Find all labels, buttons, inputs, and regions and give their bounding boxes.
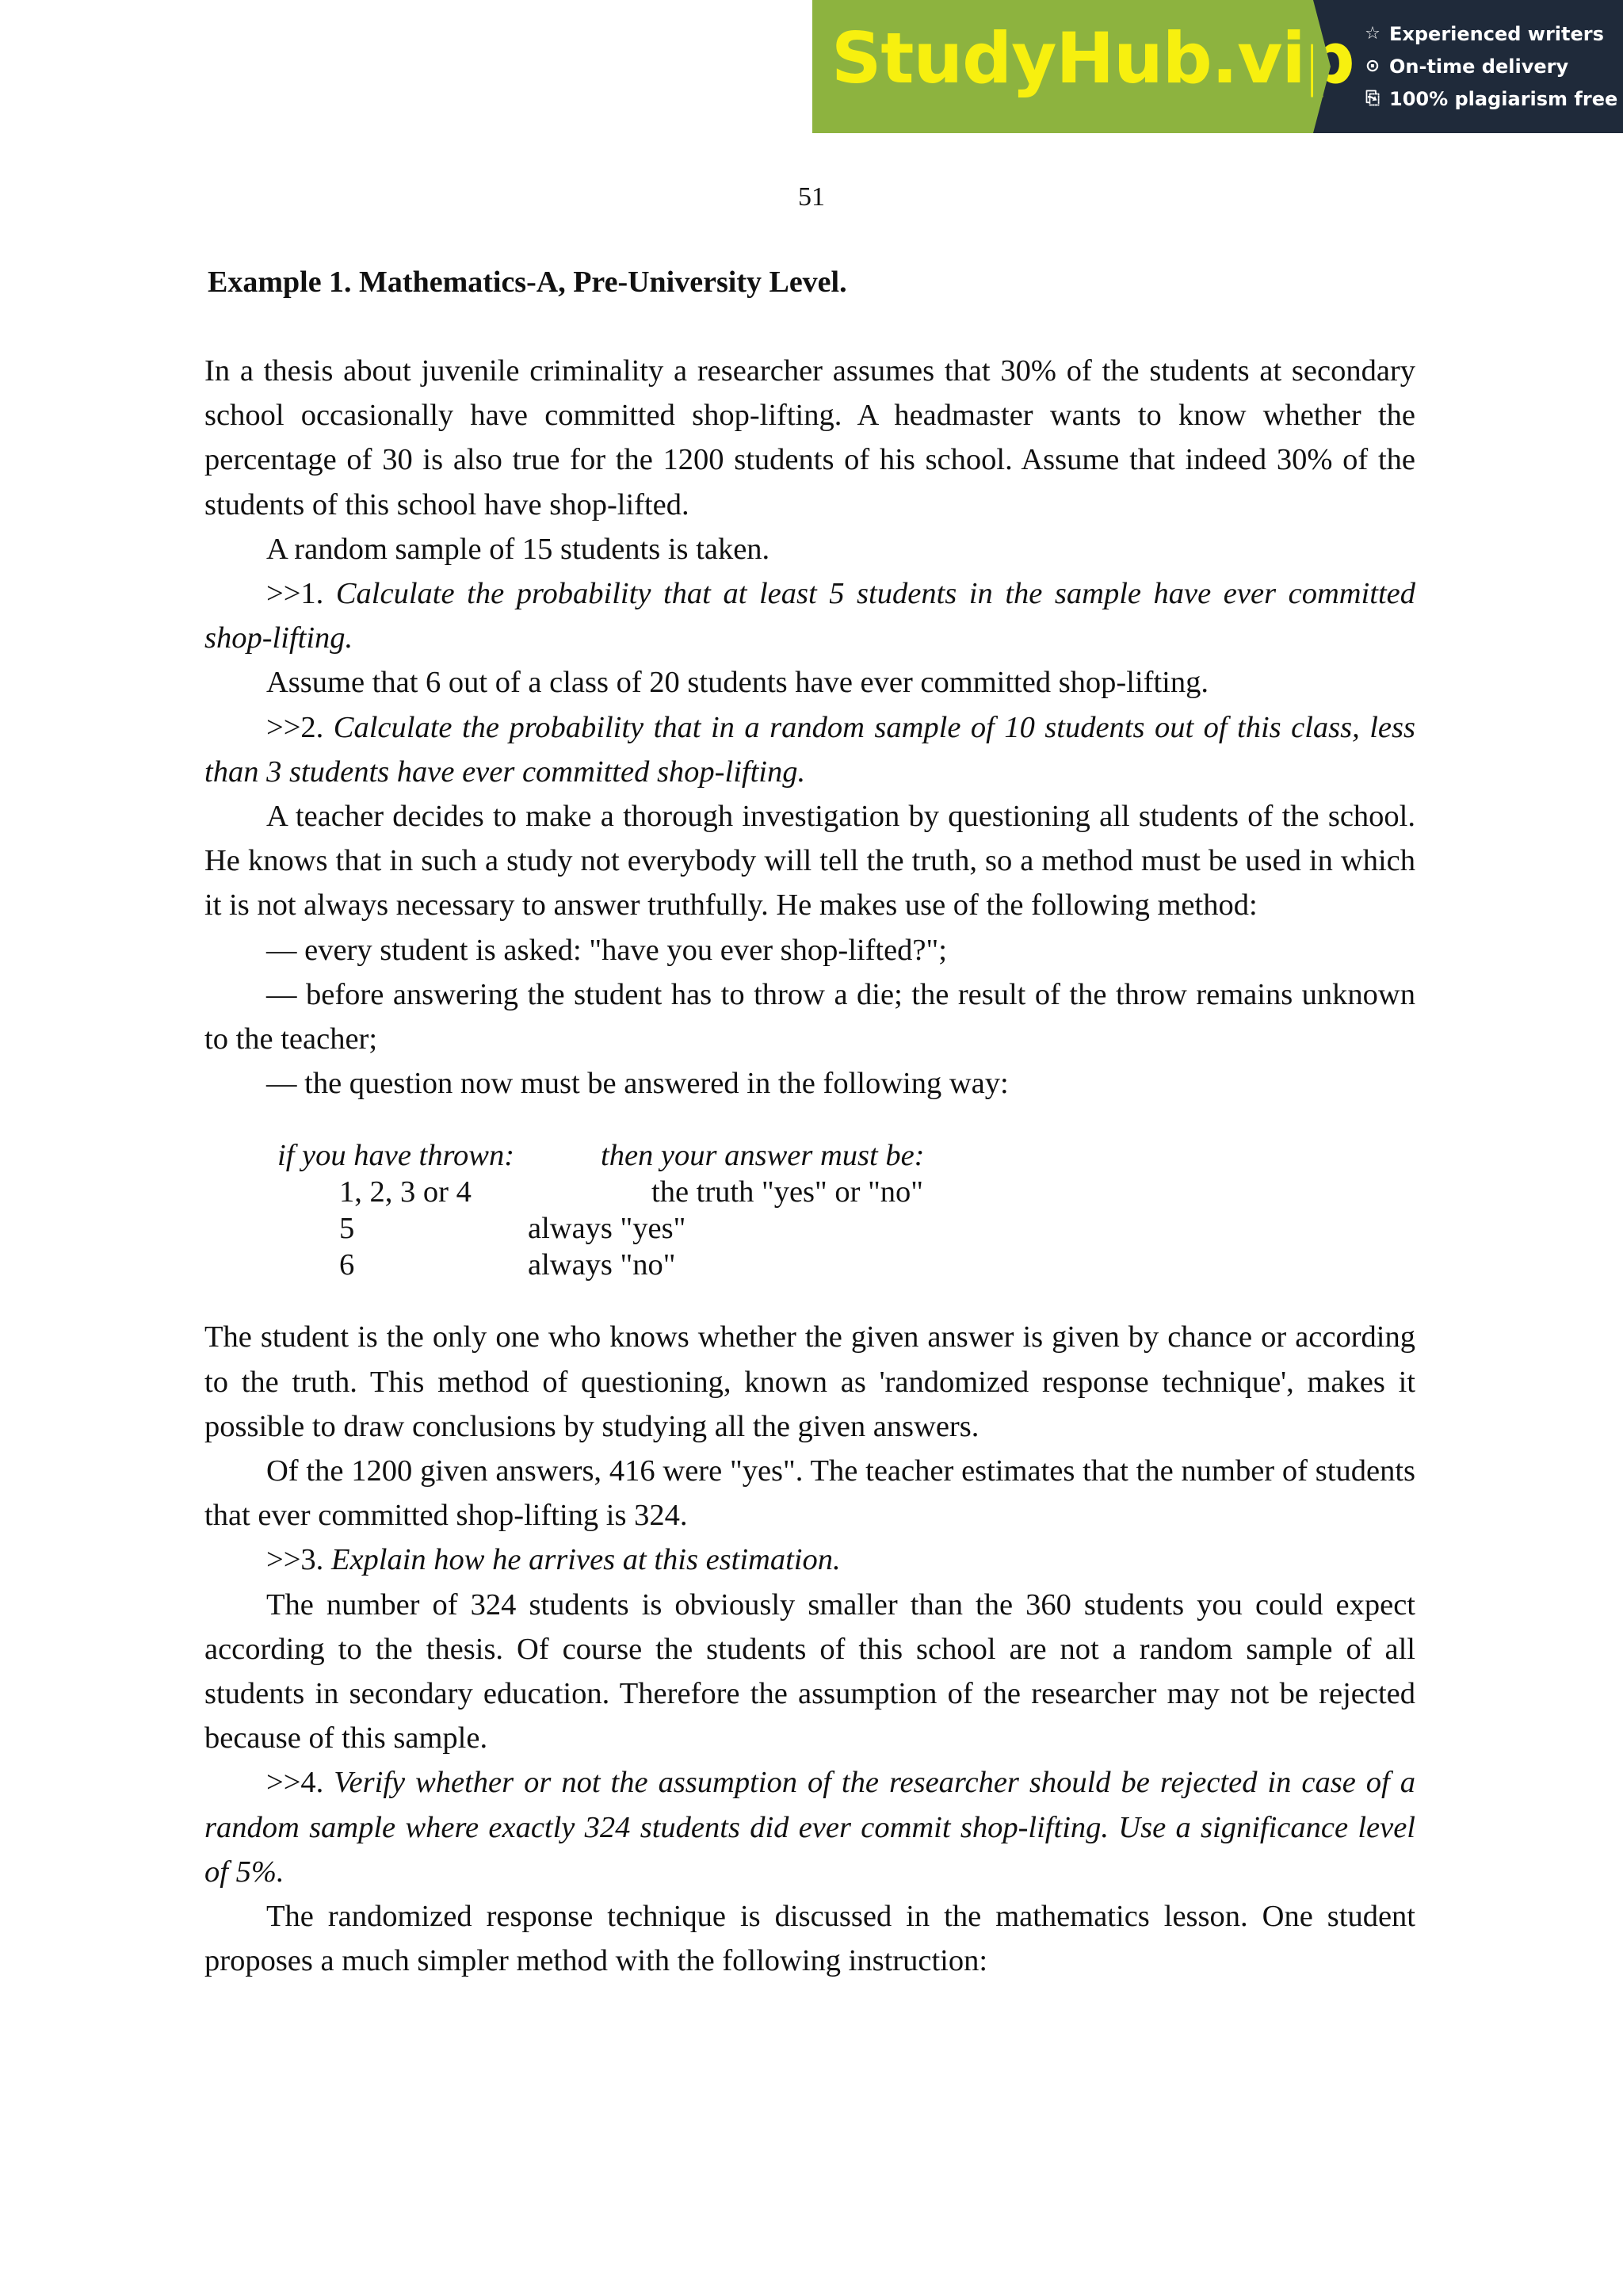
studyhub-banner[interactable] (812, 0, 1623, 133)
question-4 (204, 1760, 1415, 1894)
feature-plagiarism-free (1362, 82, 1623, 115)
paragraph-simpler-method: The randomized response technique is discussed in the mathematics lesson. One student proposes a much simpler method with the following instruction: (204, 1900, 1415, 1978)
question-1 (204, 571, 1415, 660)
feature-on-time-delivery (1362, 50, 1623, 82)
answer-table-header (204, 1137, 1415, 1174)
example-heading: Example 1. Mathematics-A, Pre-University Level. (208, 266, 847, 299)
paragraph-class: Assume that 6 out of a class of 20 students have ever committed shop-lifting. (266, 666, 1209, 700)
bullet-die: — before answering the student has to throw a die; the result of the throw remains unknown to the teacher; (204, 977, 1415, 1056)
paragraph-answers: Of the 1200 given answers, 416 were "yes". The teacher estimates that the number of students that ever committed shop-lifting is 324. (204, 1454, 1415, 1533)
paragraph-teacher: A teacher decides to make a thorough investigation by questioning all students of the school. He knows that in such a study not everybody will tell the truth, so a method must be used in which it is not always necessary to answer truthfully. He makes use of the following method: (204, 800, 1415, 923)
studyhub-logo[interactable] (812, 0, 1354, 133)
bullet-answer-way: — the question now must be answered in the following way: (266, 1067, 1009, 1101)
answer-value: always "no" (528, 1248, 676, 1282)
question-marker: >>2. (266, 710, 334, 744)
paragraph-student-knows: The student is the only one who knows whether the given answer is given by chance or according to the truth. This method of questioning, known as 'randomized response technique', makes it possible to draw conclusions by studying all the given answers. (204, 1320, 1415, 1443)
paragraph-thesis: In a thesis about juvenile criminality a researcher assumes that 30% of the students at secondary school occasionally have committed shop-lifting. A headmaster wants to know whether the percentage of 30 is also true for the 1200 students of his school. Assume that indeed 30% of the students of this school have shop-lifted. (204, 354, 1415, 521)
feature-label: Experienced writers (1389, 22, 1604, 45)
paragraph-sample: A random sample of 15 students is taken. (266, 532, 770, 566)
question-marker: >>4. (266, 1766, 334, 1800)
answer-value: always "yes" (528, 1212, 686, 1246)
answer-table (204, 1137, 1415, 1283)
question-text: Calculate the probability that in a random sample of 10 students out of this class, less than 3 students have ever committed shop-lifting. (204, 710, 1415, 789)
banner-features (1313, 0, 1623, 133)
studyhub-logo-text: StudyHub.vip (831, 17, 1354, 99)
thrown-value: 1, 2, 3 or 4 (339, 1175, 472, 1209)
star-icon: ☆ (1365, 24, 1381, 44)
page-number: 51 (798, 182, 825, 212)
question-text: Calculate the probability that at least 5 students in the sample have ever committed shop-lifting. (204, 577, 1415, 655)
document-icon: ⎘ (1365, 89, 1380, 109)
header-answer: then your answer must be: (601, 1139, 925, 1173)
header-thrown: if you have thrown: (277, 1139, 515, 1173)
table-row (204, 1247, 1415, 1283)
feature-experienced-writers (1362, 17, 1623, 50)
thrown-value: 5 (339, 1212, 355, 1246)
question-marker: >>3. (266, 1543, 331, 1577)
paragraph-number-324: The number of 324 students is obviously smaller than the 360 students you could expect according to the thesis. Of course the students of this school are not a random sample of all students in secondary education. Therefore the assumption of the researcher may not be rejected because of this sample. (204, 1587, 1415, 1755)
question-marker: >>1. (266, 577, 336, 611)
question-text: Verify whether or not the assumption of the researcher should be rejected in case of a random sample where exactly 324 students did ever commit shop-lifting. Use a significance level of 5%. (204, 1766, 1415, 1889)
clock-icon: ⊙ (1365, 56, 1381, 76)
question-text: Explain how he arrives at this estimation. (330, 1543, 841, 1577)
table-row (204, 1174, 1415, 1210)
banner-arrow-divider (1313, 0, 1331, 133)
answer-value: the truth "yes" or "no" (651, 1175, 924, 1209)
document-body (204, 349, 1415, 1984)
question-2 (204, 705, 1415, 794)
bullet-asked: — every student is asked: "have you ever shop-lifted?"; (266, 933, 947, 967)
feature-label: 100% plagiarism free (1389, 87, 1618, 110)
feature-label: On-time delivery (1389, 55, 1569, 78)
question-3 (204, 1538, 1415, 1582)
thrown-value: 6 (339, 1248, 355, 1282)
table-row (204, 1210, 1415, 1247)
